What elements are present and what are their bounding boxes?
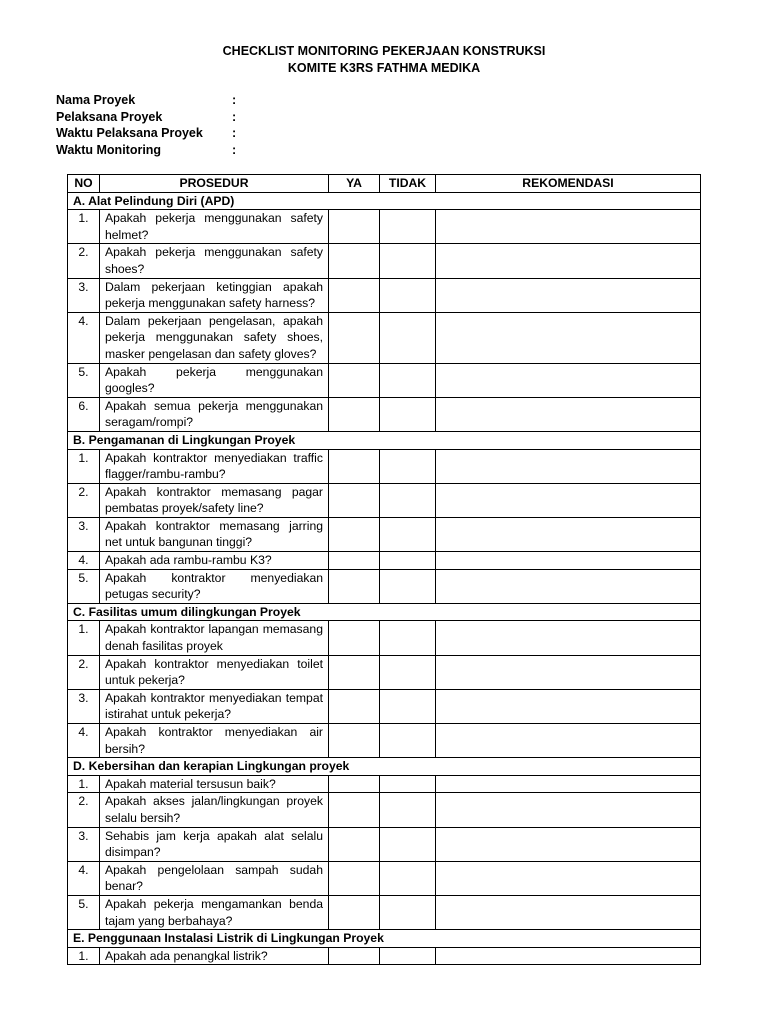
tidak-cell[interactable] <box>380 724 436 758</box>
info-label: Waktu Monitoring <box>56 142 162 157</box>
checklist-table <box>67 174 701 965</box>
rekomendasi-cell[interactable] <box>436 517 701 551</box>
section-title: B. Pengamanan di Lingkungan Proyek <box>68 431 701 449</box>
tidak-cell[interactable] <box>380 244 436 278</box>
item-number: 3. <box>68 689 100 723</box>
document-title <box>0 43 768 77</box>
tidak-cell[interactable] <box>380 895 436 929</box>
item-number: 6. <box>68 397 100 431</box>
rekomendasi-cell[interactable] <box>436 569 701 603</box>
section-row <box>68 192 701 210</box>
info-row-pelaksana-proyek <box>56 109 244 126</box>
ya-cell[interactable] <box>329 775 380 793</box>
ya-cell[interactable] <box>329 278 380 312</box>
ya-cell[interactable] <box>329 947 380 965</box>
ya-cell[interactable] <box>329 312 380 363</box>
info-label: Pelaksana Proyek <box>56 109 163 124</box>
table-row <box>68 552 701 570</box>
ya-cell[interactable] <box>329 793 380 827</box>
item-procedure: Apakah kontraktor lapangan memasang denah fasilitas proyek <box>100 621 329 655</box>
item-procedure: Apakah kontraktor menyediakan tempat istirahat untuk pekerja? <box>100 689 329 723</box>
item-procedure: Apakah kontraktor memasang jarring net untuk bangunan tinggi? <box>100 517 329 551</box>
ya-cell[interactable] <box>329 552 380 570</box>
item-number: 1. <box>68 947 100 965</box>
item-procedure: Apakah kontraktor menyediakan toilet untuk pekerja? <box>100 655 329 689</box>
item-procedure: Apakah pekerja mengamankan benda tajam yang berbahaya? <box>100 895 329 929</box>
tidak-cell[interactable] <box>380 861 436 895</box>
info-row-nama-proyek <box>56 92 244 109</box>
section-title: E. Penggunaan Instalasi Listrik di Lingkungan Proyek <box>68 930 701 948</box>
title-line-1: CHECKLIST MONITORING PEKERJAAN KONSTRUKSI <box>222 44 546 58</box>
info-label: Nama Proyek <box>56 93 136 107</box>
table-row <box>68 895 701 929</box>
item-number: 3. <box>68 827 100 861</box>
ya-cell[interactable] <box>329 621 380 655</box>
item-procedure: Apakah material tersusun baik? <box>100 775 329 793</box>
section-row <box>68 431 701 449</box>
item-number: 3. <box>68 517 100 551</box>
table-row <box>68 244 701 278</box>
ya-cell[interactable] <box>329 363 380 397</box>
tidak-cell[interactable] <box>380 827 436 861</box>
item-procedure: Sehabis jam kerja apakah alat selalu disimpan? <box>100 827 329 861</box>
tidak-cell[interactable] <box>380 689 436 723</box>
tidak-cell[interactable] <box>380 517 436 551</box>
info-row-waktu-pelaksana <box>56 125 244 142</box>
item-number: 2. <box>68 793 100 827</box>
table-row <box>68 947 701 965</box>
table-row <box>68 278 701 312</box>
tidak-cell[interactable] <box>380 655 436 689</box>
item-procedure: Apakah kontraktor menyediakan petugas security? <box>100 569 329 603</box>
rekomendasi-cell[interactable] <box>436 552 701 570</box>
section-row <box>68 603 701 621</box>
table-row <box>68 861 701 895</box>
table-row <box>68 689 701 723</box>
item-number: 4. <box>68 724 100 758</box>
item-procedure: Apakah ada penangkal listrik? <box>100 947 329 965</box>
item-number: 1. <box>68 621 100 655</box>
item-number: 5. <box>68 895 100 929</box>
rekomendasi-cell[interactable] <box>436 363 701 397</box>
table-row <box>68 655 701 689</box>
rekomendasi-cell[interactable] <box>436 312 701 363</box>
tidak-cell[interactable] <box>380 363 436 397</box>
title-line-2: KOMITE K3RS FATHMA MEDIKA <box>287 61 481 75</box>
ya-cell[interactable] <box>329 724 380 758</box>
tidak-cell[interactable] <box>380 312 436 363</box>
item-number: 5. <box>68 569 100 603</box>
ya-cell[interactable] <box>329 895 380 929</box>
rekomendasi-cell[interactable] <box>436 483 701 517</box>
info-colon: : <box>232 93 237 107</box>
tidak-cell[interactable] <box>380 210 436 244</box>
table-row <box>68 775 701 793</box>
header-no: NO <box>68 175 100 193</box>
item-procedure: Dalam pekerjaan pengelasan, apakah pekerja menggunakan safety shoes, masker pengelasan dan safety gloves? <box>100 312 329 363</box>
rekomendasi-cell[interactable] <box>436 775 701 793</box>
info-colon: : <box>232 126 237 140</box>
ya-cell[interactable] <box>329 655 380 689</box>
rekomendasi-cell[interactable] <box>436 449 701 483</box>
rekomendasi-cell[interactable] <box>436 793 701 827</box>
tidak-cell[interactable] <box>380 449 436 483</box>
item-number: 4. <box>68 861 100 895</box>
item-procedure: Apakah kontraktor menyediakan traffic flagger/rambu-rambu? <box>100 449 329 483</box>
rekomendasi-cell[interactable] <box>436 621 701 655</box>
item-procedure: Apakah semua pekerja menggunakan seragam/rompi? <box>100 397 329 431</box>
item-number: 4. <box>68 312 100 363</box>
item-procedure: Apakah pekerja menggunakan safety shoes? <box>100 244 329 278</box>
table-row <box>68 363 701 397</box>
tidak-cell[interactable] <box>380 569 436 603</box>
section-title: A. Alat Pelindung Diri (APD) <box>68 192 701 210</box>
item-number: 1. <box>68 210 100 244</box>
table-row <box>68 569 701 603</box>
item-number: 3. <box>68 278 100 312</box>
tidak-cell[interactable] <box>380 483 436 517</box>
item-procedure: Apakah akses jalan/lingkungan proyek selalu bersih? <box>100 793 329 827</box>
project-info <box>56 92 244 158</box>
info-label: Waktu Pelaksana Proyek <box>56 126 203 140</box>
section-title: D. Kebersihan dan kerapian Lingkungan proyek <box>68 758 701 776</box>
tidak-cell[interactable] <box>380 552 436 570</box>
rekomendasi-cell[interactable] <box>436 244 701 278</box>
ya-cell[interactable] <box>329 483 380 517</box>
rekomendasi-cell[interactable] <box>436 895 701 929</box>
table-row <box>68 483 701 517</box>
item-procedure: Apakah ada rambu-rambu K3? <box>100 552 329 570</box>
item-number: 1. <box>68 449 100 483</box>
tidak-cell[interactable] <box>380 775 436 793</box>
checklist-body <box>68 192 701 965</box>
ya-cell[interactable] <box>329 449 380 483</box>
item-number: 2. <box>68 244 100 278</box>
item-procedure: Apakah kontraktor menyediakan air bersih? <box>100 724 329 758</box>
rekomendasi-cell[interactable] <box>436 724 701 758</box>
rekomendasi-cell[interactable] <box>436 397 701 431</box>
ya-cell[interactable] <box>329 397 380 431</box>
item-procedure: Apakah kontraktor memasang pagar pembatas proyek/safety line? <box>100 483 329 517</box>
rekomendasi-cell[interactable] <box>436 947 701 965</box>
header-tidak: TIDAK <box>380 175 436 193</box>
table-row <box>68 397 701 431</box>
table-row <box>68 517 701 551</box>
table-row <box>68 210 701 244</box>
ya-cell[interactable] <box>329 210 380 244</box>
item-number: 4. <box>68 552 100 570</box>
tidak-cell[interactable] <box>380 278 436 312</box>
ya-cell[interactable] <box>329 861 380 895</box>
table-header-row <box>68 175 701 193</box>
header-prosedur: PROSEDUR <box>100 175 329 193</box>
tidak-cell[interactable] <box>380 947 436 965</box>
table-row <box>68 827 701 861</box>
section-row <box>68 758 701 776</box>
tidak-cell[interactable] <box>380 793 436 827</box>
table-row <box>68 724 701 758</box>
item-number: 2. <box>68 483 100 517</box>
item-number: 2. <box>68 655 100 689</box>
header-rekomendasi: REKOMENDASI <box>436 175 701 193</box>
item-number: 1. <box>68 775 100 793</box>
rekomendasi-cell[interactable] <box>436 827 701 861</box>
rekomendasi-cell[interactable] <box>436 278 701 312</box>
item-procedure: Apakah pekerja menggunakan safety helmet? <box>100 210 329 244</box>
table-row <box>68 312 701 363</box>
info-row-waktu-monitoring <box>56 142 244 159</box>
section-row <box>68 930 701 948</box>
ya-cell[interactable] <box>329 517 380 551</box>
ya-cell[interactable] <box>329 827 380 861</box>
info-colon: : <box>232 109 237 124</box>
tidak-cell[interactable] <box>380 621 436 655</box>
table-row <box>68 793 701 827</box>
table-row <box>68 621 701 655</box>
rekomendasi-cell[interactable] <box>436 655 701 689</box>
item-procedure: Dalam pekerjaan ketinggian apakah pekerja menggunakan safety harness? <box>100 278 329 312</box>
item-procedure: Apakah pengelolaan sampah sudah benar? <box>100 861 329 895</box>
item-procedure: Apakah pekerja menggunakan googles? <box>100 363 329 397</box>
ya-cell[interactable] <box>329 689 380 723</box>
info-colon: : <box>232 142 237 157</box>
tidak-cell[interactable] <box>380 397 436 431</box>
rekomendasi-cell[interactable] <box>436 861 701 895</box>
rekomendasi-cell[interactable] <box>436 210 701 244</box>
item-number: 5. <box>68 363 100 397</box>
ya-cell[interactable] <box>329 569 380 603</box>
table-row <box>68 449 701 483</box>
section-title: C. Fasilitas umum dilingkungan Proyek <box>68 603 701 621</box>
header-ya: YA <box>329 175 380 193</box>
rekomendasi-cell[interactable] <box>436 689 701 723</box>
ya-cell[interactable] <box>329 244 380 278</box>
